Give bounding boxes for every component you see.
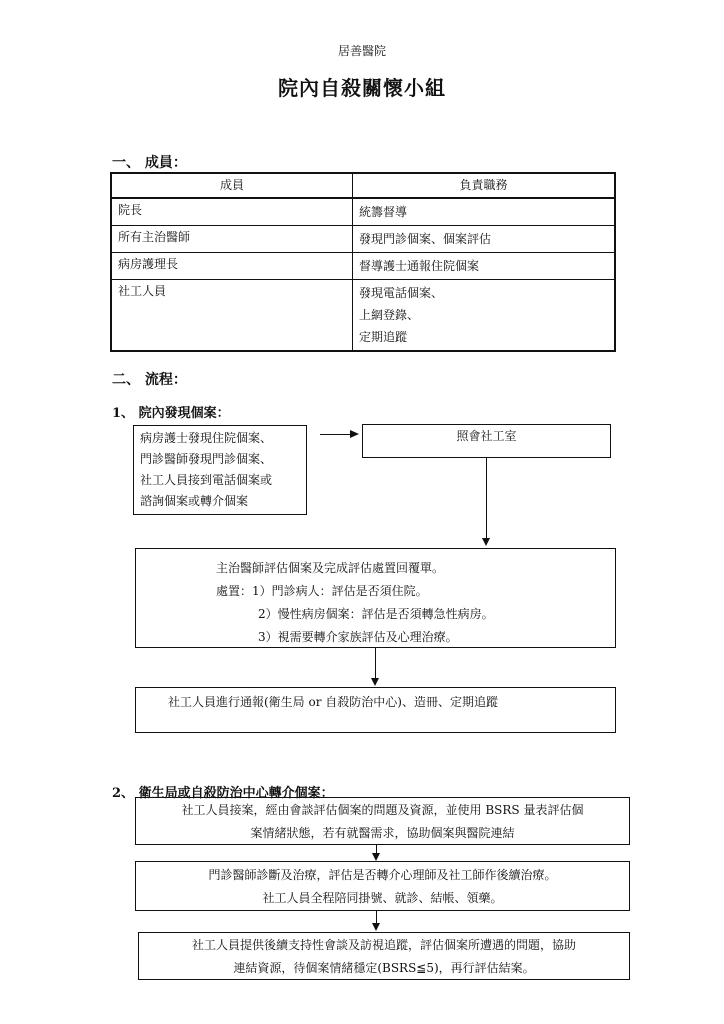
- assess-line: 主治醫師評估個案及完成評估處置回覆單。: [216, 561, 445, 575]
- source-line: 門診醫師發現門診個案、: [140, 452, 273, 466]
- arrow-line: [486, 458, 487, 538]
- table-header-row: [111, 173, 615, 198]
- member-cell: 病房護理長: [111, 253, 353, 280]
- member-cell: 院長: [111, 198, 353, 226]
- duty-cell: 督導護士通報住院個案: [353, 253, 616, 280]
- duty-cell: [353, 280, 616, 352]
- duty-line: 上網登錄、: [359, 308, 420, 322]
- table-row: [111, 226, 615, 253]
- treatment-line: 社工人員全程陪同掛號、就診、結帳、領藥。: [262, 891, 503, 905]
- hospital-name: 居善醫院: [337, 44, 386, 58]
- arrow-down-icon: [371, 678, 379, 686]
- section-process-heading: 二、 流程：: [112, 372, 187, 388]
- members-table: [110, 172, 616, 352]
- intake-line: 社工人員接案，經由會談評估個案的問題及資源，並使用 BSRS 量表評估個: [181, 803, 584, 817]
- source-line: 病房護士發現住院個案、: [140, 431, 273, 445]
- arrow-right-icon: [350, 430, 359, 438]
- table-row: [111, 198, 615, 226]
- follow-up-line: 連結資源，待個案情緒穩定(BSRS≦5)，再行評估結案。: [233, 961, 535, 975]
- duty-cell: 統籌督導: [353, 198, 616, 226]
- arrow-line: [320, 434, 353, 435]
- member-cell: 社工人員: [111, 280, 353, 352]
- case-source-box: [133, 425, 307, 515]
- duty-line: 定期追蹤: [359, 330, 408, 344]
- intake-line: 案情緒狀態，若有就醫需求，協助個案與醫院連結: [250, 826, 515, 840]
- arrow-down-icon: [482, 538, 490, 546]
- page-title: 院內自殺關懷小組: [278, 76, 446, 100]
- source-line: 社工人員接到電話個案或: [140, 473, 273, 487]
- arrow-down-icon: [372, 923, 380, 931]
- assess-line: 2）慢性病房個案：評估是否須轉急性病房。: [258, 607, 494, 621]
- clinic-treatment-box: [135, 861, 630, 911]
- arrow-line: [375, 648, 376, 678]
- duty-line: 發現電話個案、: [359, 286, 444, 300]
- assess-line: 3）視需要轉介家族評估及心理治療。: [258, 630, 458, 644]
- column-header-member: 成員: [111, 173, 353, 198]
- intake-box: [135, 797, 630, 845]
- assess-line: 處置：1）門診病人：評估是否須住院。: [216, 584, 428, 598]
- source-line: 諮詢個案或轉介個案: [140, 494, 249, 508]
- treatment-line: 門診醫師診斷及治療，評估是否轉介心理師及社工師作後續治療。: [208, 868, 557, 882]
- member-cell: 所有主治醫師: [111, 226, 353, 253]
- table-row: [111, 280, 615, 352]
- section-members-heading: 一、 成員：: [112, 155, 187, 171]
- flow1-heading: 1、 院內發現個案：: [112, 406, 230, 421]
- doctor-assessment-box: [135, 548, 616, 648]
- follow-up-box: [138, 932, 630, 980]
- arrow-down-icon: [372, 853, 380, 861]
- table-row: [111, 253, 615, 280]
- follow-up-line: 社工人員提供後續支持性會談及訪視追蹤，評估個案所遭遇的問題，協助: [191, 938, 576, 952]
- flow2-heading: 2、 衛生局或自殺防治中心轉介個案：: [112, 786, 334, 801]
- duty-cell: 發現門診個案、個案評估: [353, 226, 616, 253]
- report-box: 社工人員進行通報(衛生局 or 自殺防治中心)、造冊、定期追蹤: [135, 687, 616, 733]
- notify-social-work-box: 照會社工室: [362, 424, 611, 458]
- column-header-duty: 負責職務: [353, 173, 616, 198]
